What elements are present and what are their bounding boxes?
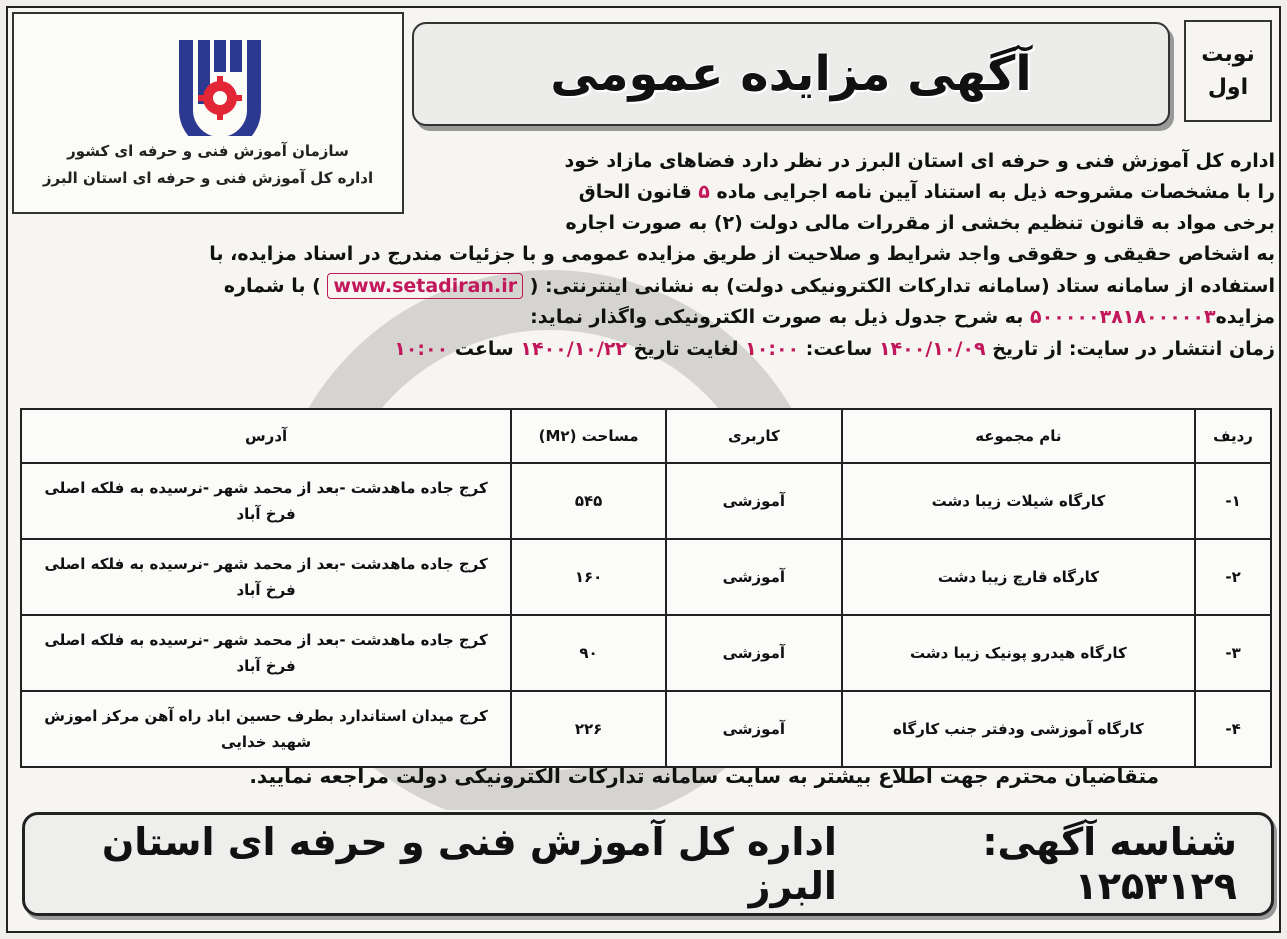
cell-area: ۹۰: [511, 615, 666, 691]
ad-id-block: [837, 820, 1237, 908]
cell-row-number: ۴-: [1195, 691, 1271, 767]
footer-org-name: اداره کل آموزش فنی و حرفه ای استان البرز: [101, 820, 837, 908]
cell-row-number: ۳-: [1195, 615, 1271, 691]
end-time: ۱۰:۰۰: [394, 337, 449, 360]
cell-use: آموزشی: [666, 691, 842, 767]
header-use: کاربری: [666, 409, 842, 463]
details-line-5: استفاده از سامانه ستاد (سامانه تدارکات الکترونیکی دولت) به نشانی اینترنتی: ( www.setadiran.ir ) با شماره: [223, 274, 1275, 297]
cell-name: کارگاه شیلات زیبا دشت: [842, 463, 1195, 539]
cell-use: آموزشی: [666, 615, 842, 691]
cell-name: کارگاه آموزشی ودفتر جنب کارگاه: [842, 691, 1195, 767]
cell-address: کرج جاده ماهدشت -بعد از محمد شهر -نرسیده به فلکه اصلی فرخ آباد: [21, 463, 511, 539]
cell-address: کرج میدان استاندارد بطرف حسین اباد راه آهن مرکز اموزش شهید خدایی: [21, 691, 511, 767]
cell-use: آموزشی: [666, 539, 842, 615]
header-address: آدرس: [21, 409, 511, 463]
cell-address: کرج جاده ماهدشت -بعد از محمد شهر -نرسیده به فلکه اصلی فرخ آباد: [21, 615, 511, 691]
cell-area: ۵۴۵: [511, 463, 666, 539]
table-row: [21, 691, 1271, 767]
table-row: [21, 539, 1271, 615]
round-label: نوبت: [1201, 42, 1255, 67]
cell-area: ۱۶۰: [511, 539, 666, 615]
ad-id-value: ۱۲۵۳۱۲۹: [1074, 864, 1237, 908]
cell-use: آموزشی: [666, 463, 842, 539]
publication-round-box: [1184, 20, 1272, 122]
details-line-4: به اشخاص حقیقی و حقوقی واجد شرایط و صلاحیت از طریق مزایده عمومی و با جزئیات مندرج در اسناد مزایده، با: [209, 243, 1275, 265]
cell-area: ۲۲۶: [511, 691, 666, 767]
intro-paragraph: [415, 146, 1275, 239]
org-name-provincial: اداره کل آموزش فنی و حرفه ای استان البرز: [42, 169, 374, 187]
cell-name: کارگاه هیدرو پونیک زیبا دشت: [842, 615, 1195, 691]
details-paragraph: [10, 239, 1275, 365]
org-name-national: سازمان آموزش فنی و حرفه ای کشور: [67, 142, 349, 160]
cell-row-number: ۲-: [1195, 539, 1271, 615]
cell-address: کرج جاده ماهدشت -بعد از محمد شهر -نرسیده به فلکه اصلی فرخ آباد: [21, 539, 511, 615]
intro-line-2: را با مشخصات مشروحه ذیل به استناد آیین نامه اجرایی ماده ۵ قانون الحاق: [578, 181, 1275, 203]
footer-note: متقاضیان محترم جهت اطلاع بیشتر به سایت سامانه تدارکات الکترونیکی دولت مراجعه نمایید.: [249, 764, 1159, 788]
details-line-6: مزایده۵۰۰۰۰۰۳۸۱۸۰۰۰۰۰۳ به شرح جدول ذیل به صورت الکترونیکی واگذار نماید:: [530, 306, 1275, 328]
organization-logo: [164, 32, 274, 136]
bottom-banner: [22, 812, 1274, 916]
article-number: ۵: [698, 181, 710, 203]
title-banner: [412, 22, 1170, 126]
page-title: آگهی مزایده عمومی: [550, 46, 1032, 102]
end-date: ۱۴۰۰/۱۰/۲۲: [520, 337, 628, 360]
property-table: [20, 408, 1272, 768]
cell-row-number: ۱-: [1195, 463, 1271, 539]
cell-name: کارگاه قارچ زیبا دشت: [842, 539, 1195, 615]
round-value: اول: [1207, 75, 1249, 100]
table-header-row: [21, 409, 1271, 463]
header-row-number: ردیف: [1195, 409, 1271, 463]
header-name: نام مجموعه: [842, 409, 1195, 463]
ad-id-label: شناسه آگهی:: [982, 820, 1237, 864]
table-row: [21, 463, 1271, 539]
table-row: [21, 615, 1271, 691]
start-date: ۱۴۰۰/۱۰/۰۹: [878, 337, 986, 360]
intro-line-1: اداره کل آموزش فنی و حرفه ای استان البرز در نظر دارد فضاهای مازاد خود: [564, 150, 1275, 172]
header-area: مساحت (M۲): [511, 409, 666, 463]
logo-box: [12, 12, 404, 214]
start-time: ۱۰:۰۰: [745, 337, 800, 360]
setadiran-link[interactable]: www.setadiran.ir: [327, 273, 523, 299]
details-line-7: زمان انتشار در سایت: از تاریخ ۱۴۰۰/۱۰/۰۹ ساعت: ۱۰:۰۰ لغایت تاریخ ۱۴۰۰/۱۰/۲۲ ساعت ۱۰:۰۰: [394, 337, 1275, 360]
intro-line-3: برخی مواد به قانون تنظیم بخشی از مقررات مالی دولت (۲) به صورت اجاره: [565, 212, 1275, 234]
tender-number: ۵۰۰۰۰۰۳۸۱۸۰۰۰۰۰۳: [1030, 306, 1216, 328]
